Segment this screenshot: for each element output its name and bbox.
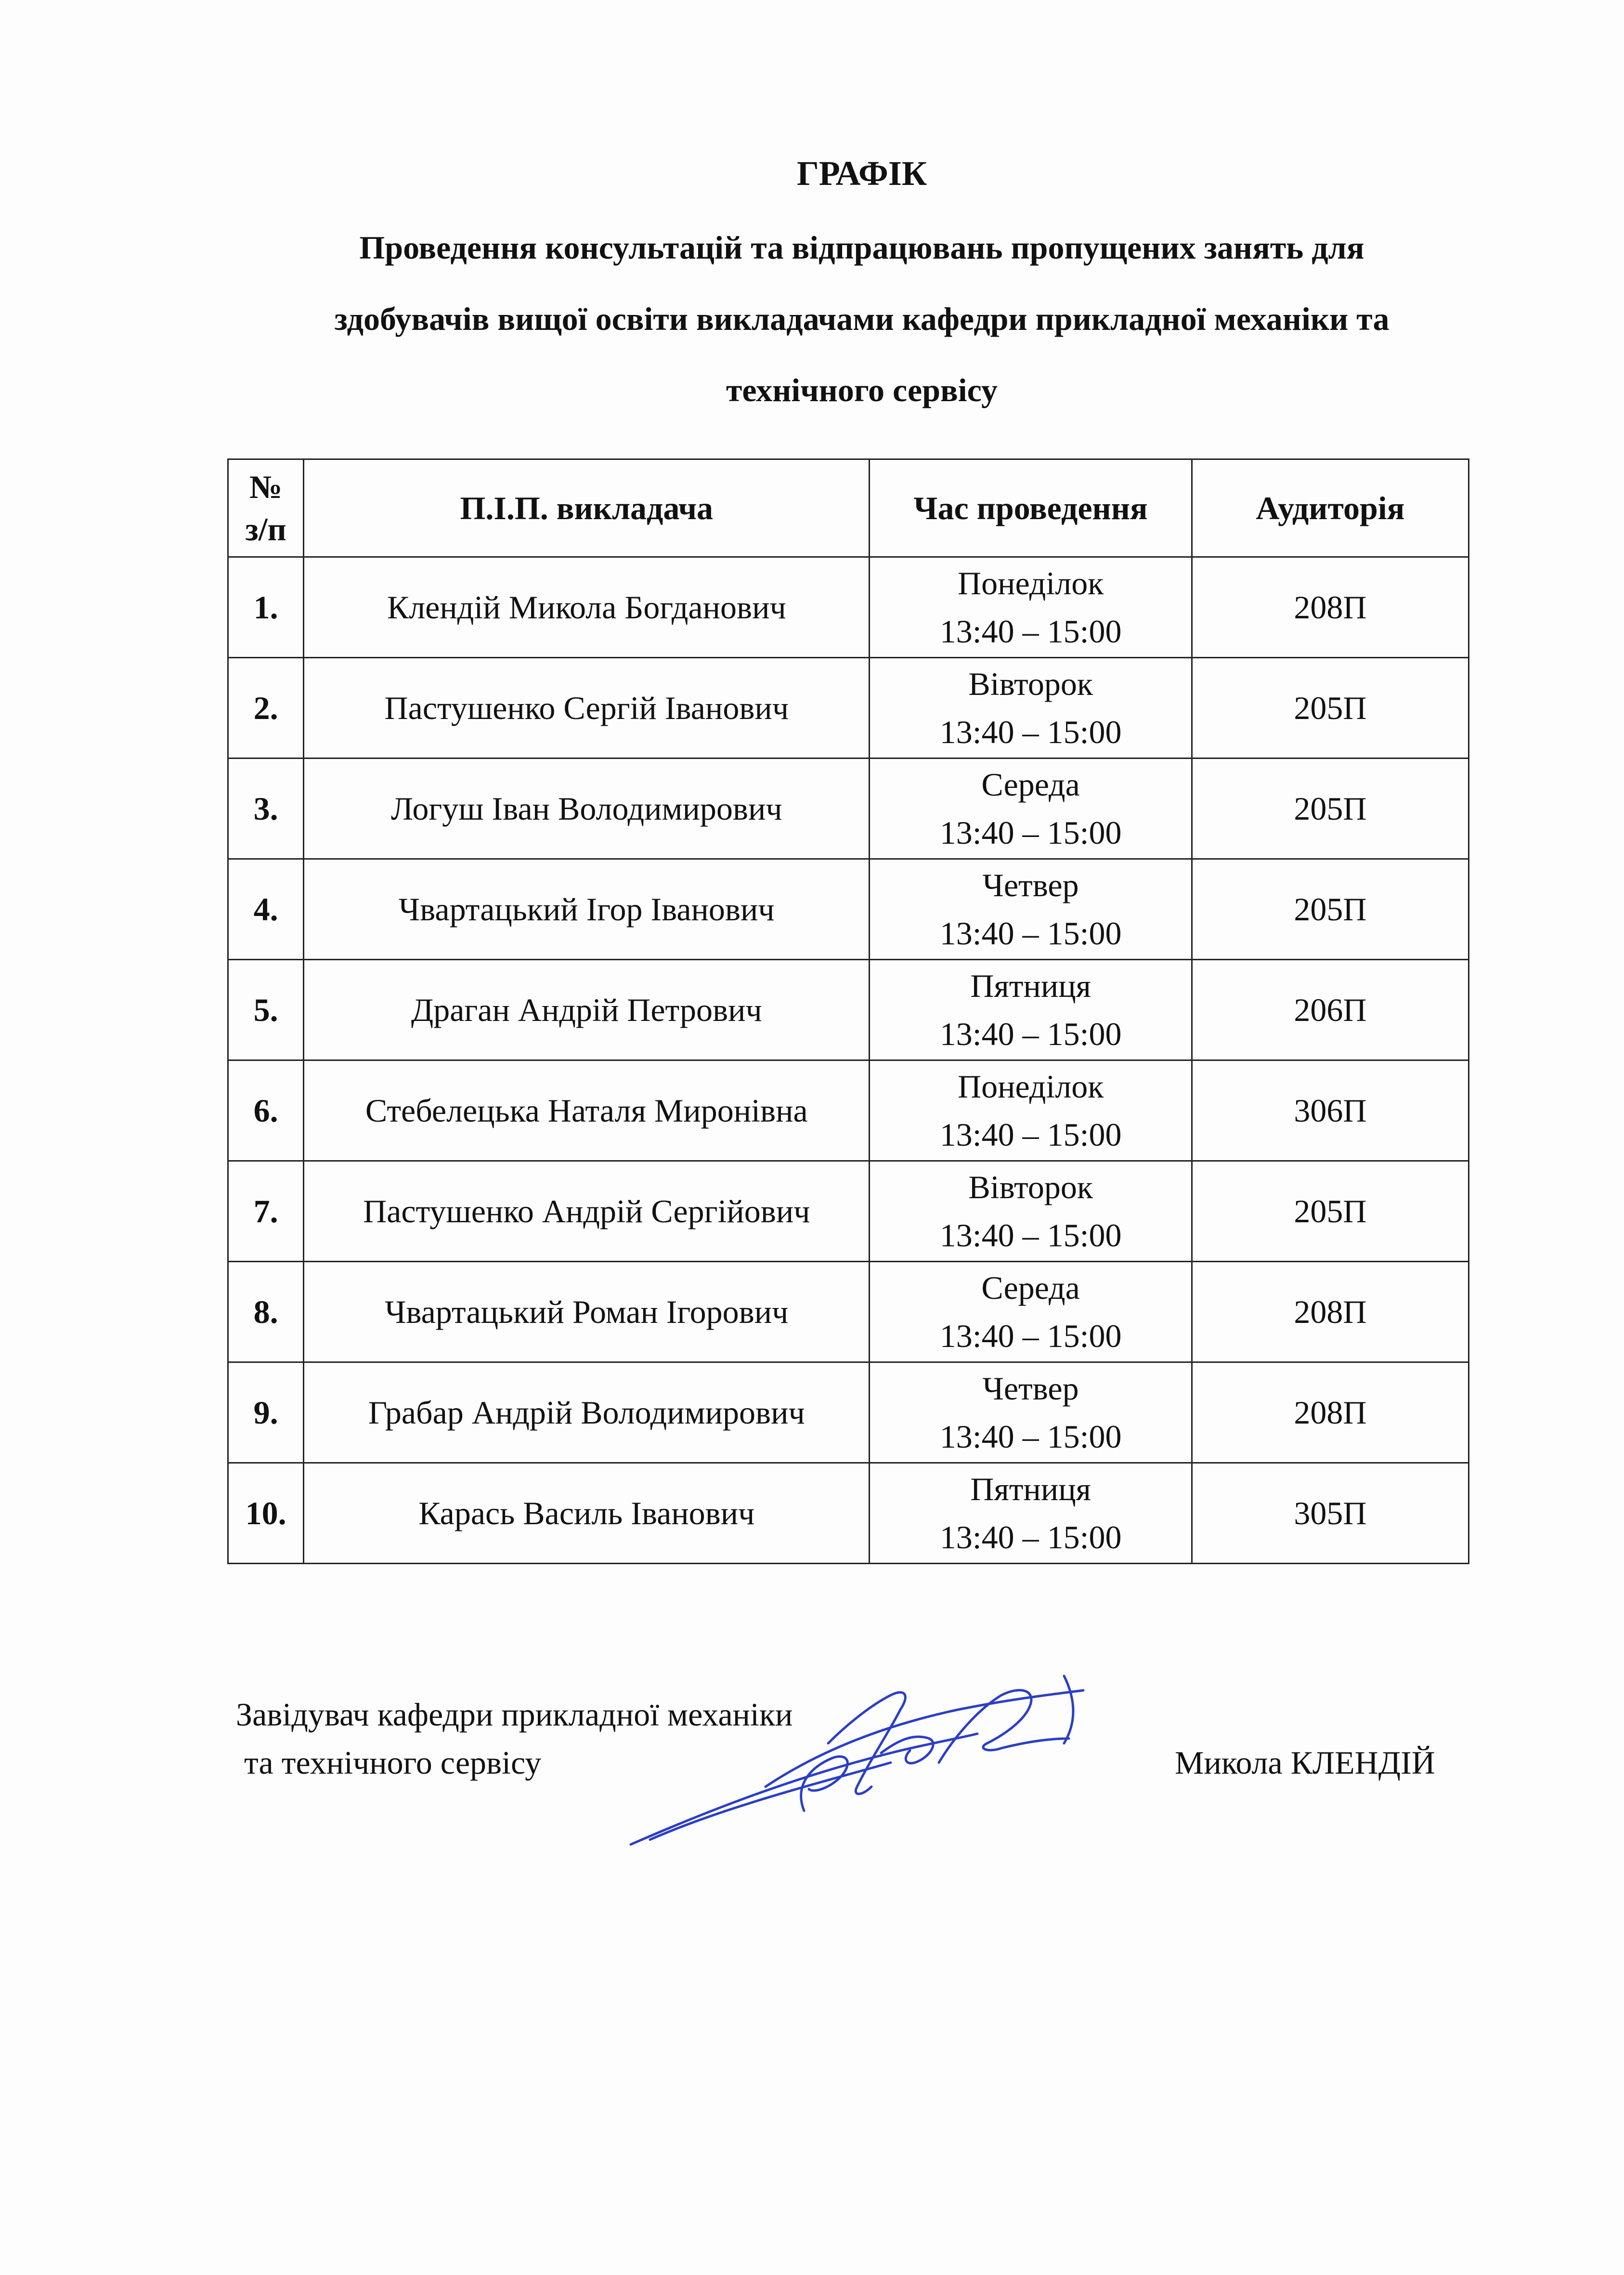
teacher-name: Клендій Микола Богданович <box>304 557 870 658</box>
room: 206П <box>1192 960 1468 1060</box>
header-room: Аудиторія <box>1192 459 1468 557</box>
signature-block <box>236 1690 1488 1787</box>
head-position-line: Завідувач кафедри прикладної механіки <box>236 1696 793 1733</box>
room: 205П <box>1192 658 1468 758</box>
head-position-line: та технічного сервісу <box>236 1744 542 1781</box>
time-range: 13:40 – 15:00 <box>939 1519 1122 1556</box>
session-time <box>870 1362 1192 1463</box>
table-header-row <box>228 459 1469 557</box>
row-number: 10. <box>228 1463 304 1564</box>
weekday: Середа <box>981 1269 1080 1306</box>
session-time <box>870 1161 1192 1262</box>
table-row <box>228 1262 1469 1362</box>
table-row <box>228 1161 1469 1262</box>
table-row <box>228 557 1469 658</box>
weekday: Вівторок <box>968 666 1093 702</box>
time-range: 13:40 – 15:00 <box>939 915 1122 952</box>
teacher-name: Логуш Іван Володимирович <box>304 758 870 859</box>
weekday: Понеділок <box>958 565 1104 601</box>
session-time <box>870 859 1192 960</box>
teacher-name: Драган Андрій Петрович <box>304 960 870 1060</box>
row-number: 3. <box>228 758 304 859</box>
table-row <box>228 758 1469 859</box>
table-row <box>228 960 1469 1060</box>
row-number: 9. <box>228 1362 304 1463</box>
row-number: 7. <box>228 1161 304 1262</box>
weekday: Середа <box>981 766 1080 803</box>
teacher-name: Пастушенко Сергій Іванович <box>304 658 870 758</box>
weekday: Понеділок <box>958 1068 1104 1105</box>
time-range: 13:40 – 15:00 <box>939 814 1122 851</box>
document-header <box>144 149 1579 426</box>
document-subtitle <box>144 212 1579 426</box>
session-time <box>870 758 1192 859</box>
teacher-name: Пастушенко Андрій Сергійович <box>304 1161 870 1262</box>
header-num <box>228 459 304 557</box>
schedule-table <box>227 458 1469 1564</box>
subtitle-line: здобувачів вищої освіти викладачами кафедри прикладної механіки та <box>334 301 1390 337</box>
teacher-name: Стебелецька Наталя Миронівна <box>304 1060 870 1161</box>
teacher-name: Чвартацький Роман Ігорович <box>304 1262 870 1362</box>
subtitle-line: технічного сервісу <box>726 372 998 408</box>
session-time <box>870 1463 1192 1564</box>
weekday: Четвер <box>982 1370 1079 1407</box>
session-time <box>870 1060 1192 1161</box>
teacher-name: Карась Василь Іванович <box>304 1463 870 1564</box>
row-number: 1. <box>228 557 304 658</box>
time-range: 13:40 – 15:00 <box>939 1016 1122 1052</box>
time-range: 13:40 – 15:00 <box>939 613 1122 650</box>
room: 306П <box>1192 1060 1468 1161</box>
document-title: ГРАФІК <box>796 154 927 193</box>
header-num-symbol: № <box>249 469 283 505</box>
teacher-name: Грабар Андрій Володимирович <box>304 1362 870 1463</box>
table-row <box>228 1060 1469 1161</box>
room: 205П <box>1192 859 1468 960</box>
time-range: 13:40 – 15:00 <box>939 1318 1122 1354</box>
time-range: 13:40 – 15:00 <box>939 1116 1122 1153</box>
subtitle-line: Проведення консультацій та відпрацювань пропущених занять для <box>359 229 1364 266</box>
room: 208П <box>1192 1262 1468 1362</box>
room: 305П <box>1192 1463 1468 1564</box>
header-time: Час проведення <box>870 459 1192 557</box>
weekday: Пятниця <box>970 1471 1091 1507</box>
table-row <box>228 1463 1469 1564</box>
time-range: 13:40 – 15:00 <box>939 1418 1122 1455</box>
table-row <box>228 658 1469 758</box>
row-number: 6. <box>228 1060 304 1161</box>
row-number: 8. <box>228 1262 304 1362</box>
weekday: Вівторок <box>968 1169 1093 1205</box>
weekday: Четвер <box>982 867 1079 903</box>
row-number: 5. <box>228 960 304 1060</box>
table-body <box>228 557 1469 1564</box>
row-number: 4. <box>228 859 304 960</box>
weekday: Пятниця <box>970 968 1091 1004</box>
room: 205П <box>1192 758 1468 859</box>
head-name: Микола КЛЕНДІЙ <box>1175 1744 1435 1781</box>
room: 208П <box>1192 1362 1468 1463</box>
row-number: 2. <box>228 658 304 758</box>
session-time <box>870 960 1192 1060</box>
table-row <box>228 1362 1469 1463</box>
table-row <box>228 859 1469 960</box>
header-num-abbrev: з/п <box>245 511 286 548</box>
teacher-name: Чвартацький Ігор Іванович <box>304 859 870 960</box>
room: 205П <box>1192 1161 1468 1262</box>
session-time <box>870 658 1192 758</box>
room: 208П <box>1192 557 1468 658</box>
time-range: 13:40 – 15:00 <box>939 714 1122 750</box>
session-time <box>870 1262 1192 1362</box>
header-name: П.І.П. викладача <box>304 459 870 557</box>
time-range: 13:40 – 15:00 <box>939 1217 1122 1254</box>
session-time <box>870 557 1192 658</box>
